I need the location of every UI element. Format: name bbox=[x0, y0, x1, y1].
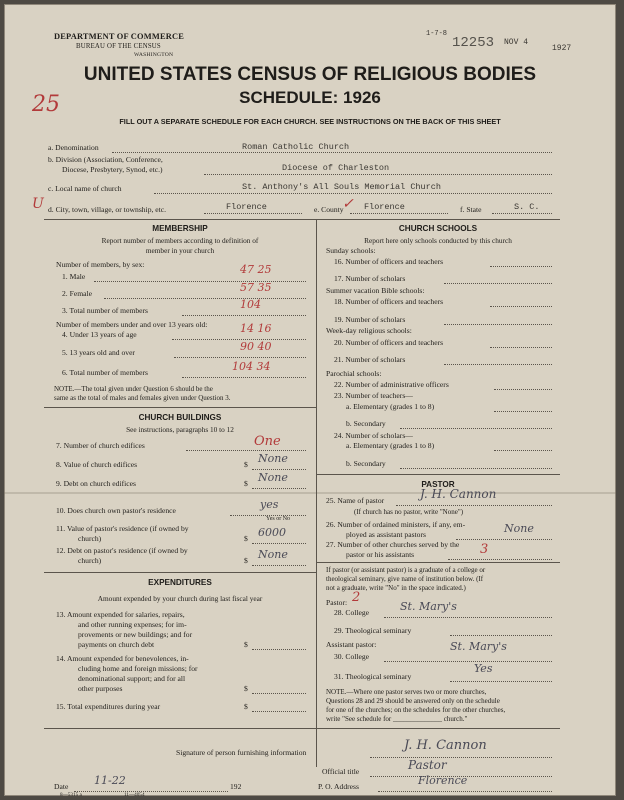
q30-line bbox=[384, 661, 552, 662]
q27-label-1: 27. Number of other churches served by the bbox=[326, 540, 460, 549]
division-value[interactable]: Diocese of Charleston bbox=[282, 163, 390, 173]
q12-dollar: $ bbox=[244, 556, 248, 565]
q7-line bbox=[186, 450, 306, 451]
county-line bbox=[350, 213, 448, 214]
q12-label: 12. Debt on pastor's residence (if owned by bbox=[56, 546, 188, 555]
census-schedule-sheet bbox=[4, 4, 616, 796]
column-divider bbox=[316, 219, 317, 767]
q1-line bbox=[94, 281, 306, 282]
q31-line bbox=[450, 681, 552, 682]
college-note-3: not a graduate, write "No" in the space indicated.) bbox=[326, 584, 466, 592]
q8-label: 8. Value of church edifices bbox=[56, 460, 138, 469]
q24-label: 24. Number of scholars— bbox=[334, 431, 413, 440]
q11-line bbox=[252, 543, 306, 544]
official-title-value[interactable]: Pastor bbox=[408, 758, 447, 772]
q13-line-1: 13. Amount expended for salaries, repairs, bbox=[56, 610, 185, 619]
q14-line-4: other purposes bbox=[78, 684, 123, 693]
state-label: f. State bbox=[460, 205, 482, 214]
q2-line bbox=[104, 298, 306, 299]
membership-note-2: same as the total of males and females given under Question 3. bbox=[54, 394, 231, 402]
q2-female-value[interactable]: 57 35 bbox=[240, 281, 272, 294]
q20-label: 20. Number of officers and teachers bbox=[334, 338, 444, 347]
membership-title: MEMBERSHIP bbox=[152, 224, 208, 233]
q9-dollar: $ bbox=[244, 479, 248, 488]
q11-label: 11. Value of pastor's residence (if owned by bbox=[56, 524, 189, 533]
q17-label: 17. Number of scholars bbox=[334, 274, 406, 283]
q23-label: 23. Number of teachers— bbox=[334, 391, 413, 400]
q16-label: 16. Number of officers and teachers bbox=[334, 257, 444, 266]
address-line bbox=[378, 791, 552, 792]
q24b-label: b. Secondary bbox=[346, 459, 386, 468]
q5-line bbox=[174, 357, 306, 358]
q13-dollar: $ bbox=[244, 640, 248, 649]
q31-label: 31. Theological seminary bbox=[334, 672, 412, 681]
q12-line bbox=[252, 565, 306, 566]
q28-value[interactable]: St. Mary's bbox=[400, 600, 457, 613]
division-line bbox=[204, 174, 552, 175]
stamp-number: 12253 bbox=[452, 35, 495, 51]
stamp-code: 1-7-8 bbox=[426, 30, 448, 38]
q26-label-1: 26. Number of ordained ministers, if any, em- bbox=[326, 520, 466, 529]
q4-under13-label: 4. Under 13 years of age bbox=[62, 330, 137, 339]
division-label-2: Diocese, Presbytery, Synod, etc.) bbox=[62, 165, 163, 174]
q26-line bbox=[456, 539, 552, 540]
signature-line bbox=[370, 757, 552, 758]
date-line bbox=[74, 791, 228, 792]
q6-total-value[interactable]: 104 34 bbox=[232, 360, 271, 373]
official-title-label: Official title bbox=[322, 767, 360, 776]
q24a-label: a. Elementary (grades 1 to 8) bbox=[346, 441, 435, 450]
local-name-line bbox=[154, 193, 552, 194]
pastor-title: PASTOR bbox=[421, 480, 455, 489]
pastor-mark: 2 bbox=[352, 590, 361, 605]
q12-value[interactable]: None bbox=[258, 548, 288, 561]
q26-label-2: ployed as assistant pastors bbox=[346, 530, 426, 539]
q11-label-2: church) bbox=[78, 534, 102, 543]
q9-line bbox=[252, 488, 306, 489]
address-label: P. O. Address bbox=[318, 782, 359, 791]
form-title: UNITED STATES CENSUS OF RELIGIOUS BODIES bbox=[83, 64, 537, 85]
q9-label: 9. Debt on church edifices bbox=[56, 479, 136, 488]
q27-value[interactable]: 3 bbox=[480, 542, 489, 557]
schools-sub: Report here only schools conducted by this church bbox=[364, 236, 512, 245]
assistant-pastor-subhead: Assistant pastor: bbox=[326, 640, 377, 649]
q11-value[interactable]: 6000 bbox=[258, 526, 286, 539]
q28-label: 28. College bbox=[334, 608, 370, 617]
bureau-name: BUREAU OF THE CENSUS bbox=[76, 43, 161, 50]
dept-name: DEPARTMENT OF COMMERCE bbox=[54, 32, 185, 41]
local-name-label: c. Local name of church bbox=[48, 184, 122, 193]
q11-dollar: $ bbox=[244, 534, 248, 543]
q18-input-line[interactable] bbox=[490, 306, 552, 307]
q23b-label: b. Secondary bbox=[346, 419, 386, 428]
pastor-note-3: for one of the churches; on the schedules for the other churches, bbox=[326, 706, 506, 714]
q13-line-3: provements or new buildings; and for bbox=[78, 630, 193, 639]
q5-over13-label: 5. 13 years old and over bbox=[62, 348, 135, 357]
form-code-2: 11—4054 bbox=[124, 792, 145, 796]
city-value[interactable]: Florence bbox=[226, 202, 267, 212]
pastor-rule bbox=[316, 474, 560, 475]
q23a-input-line[interactable] bbox=[494, 411, 552, 412]
q14-dollar: $ bbox=[244, 684, 248, 693]
yes-no-hint: Yes or No bbox=[266, 516, 291, 522]
denomination-label: a. Denomination bbox=[48, 143, 99, 152]
q10-value[interactable]: yes bbox=[260, 498, 279, 511]
q23a-label: a. Elementary (grades 1 to 8) bbox=[346, 402, 435, 411]
q24a-input-line[interactable] bbox=[494, 450, 552, 451]
q2-female-label: 2. Female bbox=[62, 289, 92, 298]
q10-label: 10. Does church own pastor's residence bbox=[56, 506, 176, 515]
q25-value[interactable]: J. H. Cannon bbox=[420, 487, 497, 501]
q31-value[interactable]: Yes bbox=[474, 662, 493, 675]
bureau-city: WASHINGTON bbox=[134, 52, 174, 58]
q25-line bbox=[396, 505, 552, 506]
q15-label: 15. Total expenditures during year bbox=[56, 702, 161, 711]
q25-note: (If church has no pastor, write "None") bbox=[354, 508, 464, 516]
q1-male-value[interactable]: 47 25 bbox=[240, 263, 272, 276]
q9-value[interactable]: None bbox=[258, 471, 288, 484]
q7-value[interactable]: One bbox=[254, 434, 281, 449]
date-year: 192 bbox=[230, 782, 242, 791]
parochial-schools-label: Parochial schools: bbox=[326, 369, 382, 378]
q17-input-line[interactable] bbox=[444, 283, 552, 284]
q20-input-line[interactable] bbox=[490, 347, 552, 348]
state-line bbox=[492, 213, 552, 214]
q8-dollar: $ bbox=[244, 460, 248, 469]
pastor-note-4: write "See schedule for ______________ church." bbox=[326, 715, 468, 723]
q3-total-label: 3. Total number of members bbox=[62, 306, 149, 315]
pastor-note-2: Questions 28 and 29 should be answered only on the schedule bbox=[326, 697, 500, 705]
q22-input-line[interactable] bbox=[494, 389, 552, 390]
pastor-subhead: Pastor: bbox=[326, 598, 348, 607]
q5-over13-value[interactable]: 90 40 bbox=[240, 340, 272, 353]
q12-label-2: church) bbox=[78, 556, 102, 565]
q3-line bbox=[182, 315, 306, 316]
q4-line bbox=[172, 339, 306, 340]
address-value[interactable]: Florence bbox=[418, 774, 468, 787]
margin-mark: U bbox=[32, 196, 44, 212]
stamp-date: NOV 4 bbox=[504, 38, 529, 47]
q8-line bbox=[252, 469, 306, 470]
q15-dollar: $ bbox=[244, 702, 248, 711]
q14-input-line[interactable] bbox=[252, 693, 306, 694]
q1-male-label: 1. Male bbox=[62, 272, 86, 281]
q4-under13-value[interactable]: 14 16 bbox=[240, 322, 272, 335]
stamp-year: 1927 bbox=[552, 44, 572, 53]
q27-line bbox=[448, 559, 552, 560]
q8-value[interactable]: None bbox=[258, 452, 288, 465]
buildings-title: CHURCH BUILDINGS bbox=[138, 413, 222, 422]
form-code: 8—5315 a bbox=[60, 792, 82, 796]
q19-input-line[interactable] bbox=[444, 324, 552, 325]
paper-fold bbox=[4, 492, 616, 494]
by-sex-label: Number of members, by sex: bbox=[56, 260, 145, 269]
schedule-title: SCHEDULE: 1926 bbox=[239, 88, 381, 107]
q18-label: 18. Number of officers and teachers bbox=[334, 297, 444, 306]
denomination-line bbox=[112, 152, 552, 153]
buildings-rule bbox=[44, 407, 316, 408]
q24b-input-line[interactable] bbox=[400, 468, 552, 469]
pastor-note-1: NOTE.—Where one pastor serves two or more churches, bbox=[326, 688, 487, 696]
q14-line-1: 14. Amount expended for benevolences, in- bbox=[56, 654, 189, 663]
signature-value[interactable]: J. H. Cannon bbox=[404, 738, 487, 753]
college-rule bbox=[316, 562, 560, 563]
footer-rule bbox=[44, 728, 560, 729]
state-value[interactable]: S. C. bbox=[514, 202, 540, 212]
q26-value[interactable]: None bbox=[504, 522, 534, 535]
signature-label: Signature of person furnishing information bbox=[176, 748, 307, 757]
city-line bbox=[204, 213, 302, 214]
q15-input-line[interactable] bbox=[252, 711, 306, 712]
age-note-label: Number of members under and over 13 years old: bbox=[56, 320, 208, 329]
date-label: Date bbox=[54, 782, 69, 791]
sunday-schools-label: Sunday schools: bbox=[326, 246, 376, 255]
q25-label: 25. Name of pastor bbox=[326, 496, 385, 505]
q6-total-label: 6. Total number of members bbox=[62, 368, 149, 377]
q13-line-4: payments on church debt bbox=[78, 640, 155, 649]
q23b-input-line[interactable] bbox=[400, 428, 552, 429]
q27-label-2: pastor or his assistants bbox=[346, 550, 415, 559]
q7-label: 7. Number of church edifices bbox=[56, 441, 145, 450]
college-note-2: theological seminary, give name of institution below. (If bbox=[326, 575, 484, 583]
membership-sub-2: member in your church bbox=[145, 246, 215, 255]
county-value[interactable]: Florence bbox=[364, 202, 405, 212]
q21-label: 21. Number of scholars bbox=[334, 355, 406, 364]
summer-schools-label: Summer vacation Bible schools: bbox=[326, 286, 425, 295]
denomination-value[interactable]: Roman Catholic Church bbox=[242, 142, 350, 152]
q29-label: 29. Theological seminary bbox=[334, 626, 412, 635]
q30-value[interactable]: St. Mary's bbox=[450, 640, 507, 653]
handwritten-number: 25 bbox=[32, 92, 60, 117]
q28-line bbox=[384, 617, 552, 618]
schools-title: CHURCH SCHOOLS bbox=[398, 224, 478, 233]
q14-line-2: cluding home and foreign missions; for bbox=[78, 664, 198, 673]
expenditures-sub: Amount expended by your church during last fiscal year bbox=[97, 594, 263, 603]
membership-note-1: NOTE.—The total given under Question 6 should be the bbox=[54, 385, 213, 393]
division-label: b. Division (Association, Conference, bbox=[48, 155, 163, 164]
weekday-schools-label: Week-day religious schools: bbox=[326, 326, 412, 335]
college-note-1: If pastor (or assistant pastor) is a graduate of a college or bbox=[326, 566, 486, 574]
form-instruction: FILL OUT A SEPARATE SCHEDULE FOR EACH CHURCH. SEE INSTRUCTIONS ON THE BACK OF THIS SHEET bbox=[119, 117, 501, 126]
q13-line-2: and other running expenses; for im- bbox=[78, 620, 187, 629]
date-value[interactable]: 11-22 bbox=[94, 774, 126, 787]
q21-input-line[interactable] bbox=[444, 364, 552, 365]
city-label: d. City, town, village, or township, etc. bbox=[48, 205, 167, 214]
q16-input-line[interactable] bbox=[490, 266, 552, 267]
q14-line-3: denominational support; and for all bbox=[78, 674, 186, 683]
q22-label: 22. Number of administrative officers bbox=[334, 380, 449, 389]
section-top-rule bbox=[44, 219, 560, 220]
buildings-sub: See instructions, paragraphs 10 to 12 bbox=[126, 425, 234, 434]
q29-input-line[interactable] bbox=[450, 635, 552, 636]
membership-sub-1: Report number of members according to definition of bbox=[101, 236, 259, 245]
q30-label: 30. College bbox=[334, 652, 370, 661]
county-checkmark: ✓ bbox=[342, 196, 354, 212]
q19-label: 19. Number of scholars bbox=[334, 315, 406, 324]
county-label: e. County bbox=[314, 205, 344, 214]
q13-input-line[interactable] bbox=[252, 649, 306, 650]
q3-total-value[interactable]: 104 bbox=[240, 298, 261, 311]
q6-line bbox=[182, 377, 306, 378]
expenditures-rule bbox=[44, 572, 316, 573]
local-name-value[interactable]: St. Anthony's All Souls Memorial Church bbox=[242, 182, 441, 192]
expenditures-title: EXPENDITURES bbox=[148, 578, 212, 587]
